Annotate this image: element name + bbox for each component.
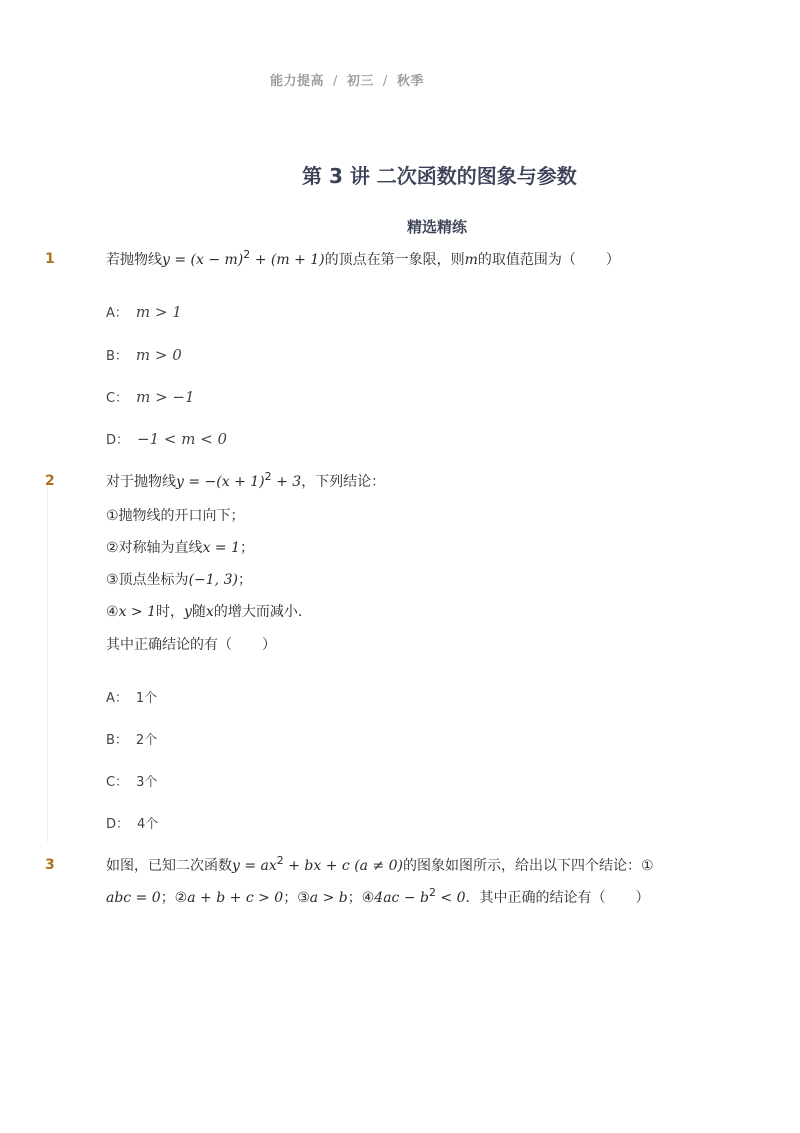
- option-value: m > 1: [135, 303, 182, 321]
- formula: + bx + c (a ≠ 0): [283, 858, 404, 874]
- statement-text: ；: [237, 572, 252, 588]
- breadcrumb-item[interactable]: 能力提高: [270, 74, 325, 89]
- question-text: 的取值范围为（: [477, 252, 576, 268]
- question-1-stem: [106, 249, 620, 269]
- question-text: 若抛物线: [106, 252, 162, 268]
- question-text: ）: [635, 890, 650, 906]
- option-label: D：: [106, 433, 130, 448]
- breadcrumb: [270, 70, 424, 89]
- option-value: −1 < m < 0: [137, 430, 228, 448]
- option-label: B：: [106, 733, 128, 748]
- option-value: 3个: [136, 775, 158, 790]
- question-text: ）: [262, 637, 276, 653]
- option-a[interactable]: [106, 687, 157, 706]
- exponent: 2: [243, 248, 251, 261]
- option-label: C：: [106, 775, 129, 790]
- question-text: 如图，已知二次函数: [106, 858, 232, 874]
- variable: y: [184, 604, 192, 620]
- question-text: 对于抛物线: [106, 474, 176, 490]
- statement-3: [106, 569, 252, 589]
- formula: abc = 0: [106, 890, 161, 906]
- option-b[interactable]: [106, 729, 157, 748]
- question-text: ；③: [283, 890, 310, 906]
- formula: y = −(x + 1): [176, 474, 265, 490]
- statement-text: 随: [191, 604, 206, 620]
- formula: + (m + 1): [250, 252, 325, 268]
- question-number: 3: [45, 857, 55, 873]
- formula: y = ax: [232, 858, 277, 874]
- breadcrumb-separator: /: [333, 74, 338, 89]
- question-text: ．其中正确的结论有（: [465, 890, 606, 906]
- question-number: 2: [45, 473, 55, 489]
- formula: a > b: [309, 890, 348, 906]
- option-d[interactable]: [106, 813, 158, 832]
- statement-text: 时，: [156, 604, 184, 620]
- breadcrumb-item[interactable]: 初三: [346, 74, 374, 89]
- formula: 4ac − b: [374, 890, 429, 906]
- variable: m: [464, 252, 478, 268]
- question-text: 其中正确结论的有（: [106, 637, 232, 653]
- formula: + 3: [271, 474, 302, 490]
- section-heading: 精选精练: [407, 218, 468, 236]
- formula: y = (x − m): [162, 252, 244, 268]
- formula: < 0: [435, 890, 466, 906]
- question-text: 的图象如图所示，给出以下四个结论：①: [403, 858, 654, 874]
- statement-1: ①抛物线的开口向下；: [106, 508, 245, 524]
- formula: a + b + c > 0: [187, 890, 284, 906]
- statement-text: ④: [106, 604, 119, 620]
- statement-text: ②对称轴为直线: [106, 540, 203, 556]
- question-text: ）: [605, 252, 620, 268]
- formula: x = 1: [202, 540, 240, 556]
- exponent: 2: [428, 886, 436, 899]
- question-text: 的顶点在第一象限，则: [324, 252, 465, 268]
- exponent: 2: [264, 470, 272, 483]
- question-3-stem: [106, 855, 654, 875]
- breadcrumb-item[interactable]: 秋季: [396, 74, 424, 89]
- question-text: ，下列结论：: [301, 474, 386, 490]
- question-divider: [47, 482, 48, 842]
- question-2-ask: [106, 634, 276, 654]
- option-a[interactable]: [106, 302, 182, 321]
- formula: x > 1: [118, 604, 156, 620]
- variable: x: [205, 604, 214, 620]
- statement-2: [106, 537, 254, 557]
- option-label: C：: [106, 391, 129, 406]
- option-value: m > 0: [135, 346, 182, 364]
- question-3-conclusions: [106, 887, 650, 907]
- statement-4: [106, 601, 312, 621]
- option-b[interactable]: [106, 345, 182, 364]
- option-label: D：: [106, 817, 130, 832]
- question-text: ；④: [347, 890, 375, 906]
- statement-text: 的增大而减小．: [213, 604, 312, 620]
- option-label: A：: [106, 306, 128, 321]
- page-title: 第 3 讲 二次函数的图象与参数: [302, 164, 577, 188]
- option-value: m > −1: [136, 388, 195, 406]
- option-c[interactable]: [106, 771, 157, 790]
- option-value: 2个: [135, 733, 158, 748]
- statement-text: ；: [240, 540, 254, 556]
- statement-text: ③顶点坐标为: [106, 572, 189, 588]
- question-number: 1: [45, 251, 55, 267]
- option-label: A：: [106, 691, 128, 706]
- formula: (−1, 3): [188, 572, 238, 588]
- question-2-stem: [106, 471, 385, 491]
- option-label: B：: [106, 349, 128, 364]
- option-value: 4个: [137, 817, 159, 832]
- option-value: 1个: [135, 691, 158, 706]
- question-text: ；②: [160, 890, 188, 906]
- breadcrumb-separator: /: [382, 74, 388, 89]
- option-d[interactable]: [106, 429, 227, 448]
- option-c[interactable]: [106, 387, 195, 406]
- exponent: 2: [276, 854, 284, 867]
